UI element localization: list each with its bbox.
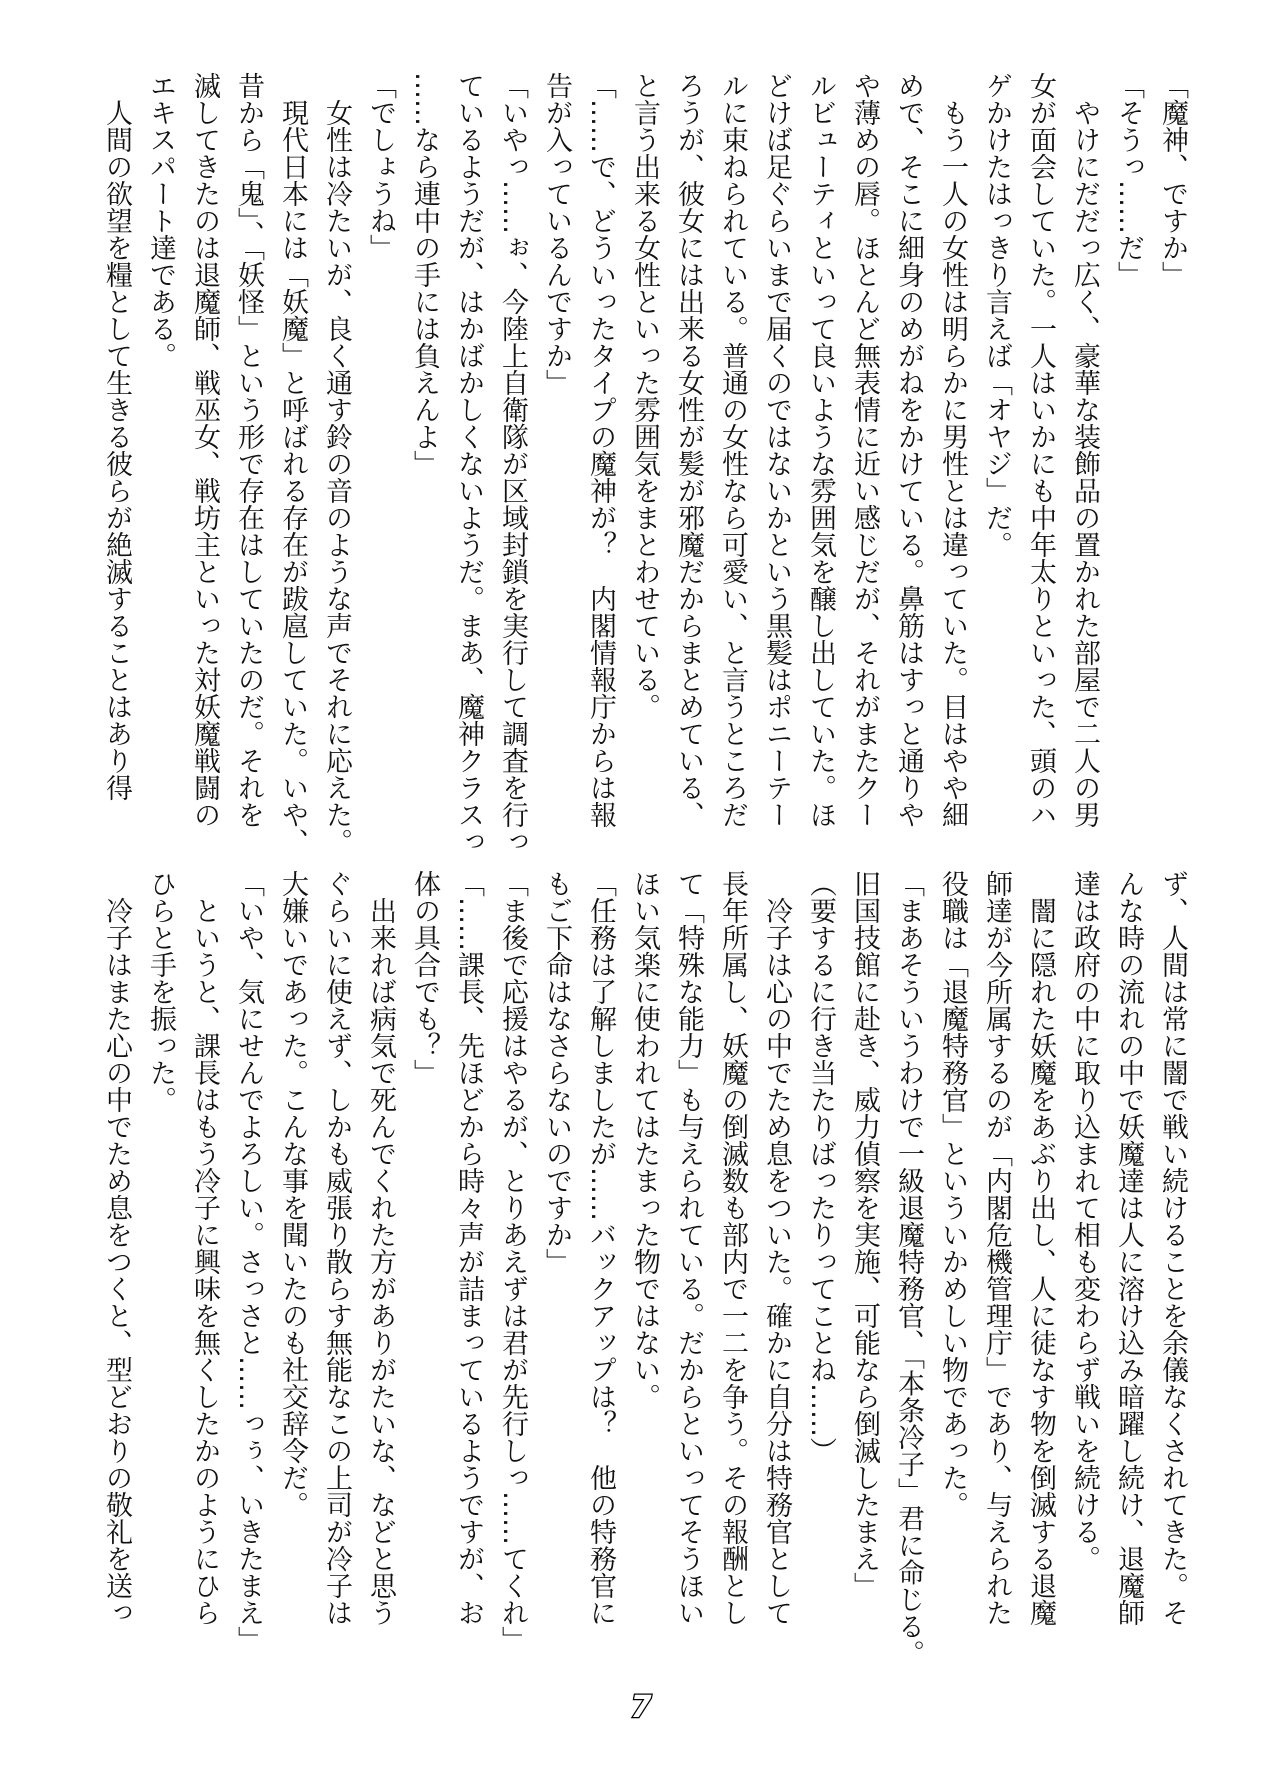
- text-column: ぐらいに使えず、しかも威張り散らす無能なこの上司が冷子は: [321, 870, 352, 1626]
- text-column: ているようだが、はかばかしくないようだ。まあ、魔神クラスっ: [453, 72, 484, 855]
- text-column: 闇に隠れた妖魔をあぶり出し、人に徒なす物を倒滅する退魔: [1025, 870, 1056, 1626]
- text-column: て「特殊な能力」も与えられている。だからといってそうほい: [673, 870, 704, 1626]
- text-column: ろうが、彼女には出来る女性が髪が邪魔だからまとめている、: [673, 72, 704, 828]
- text-column: 役職は「退魔特務官」といういかめしい物であった。: [937, 870, 968, 1518]
- text-column: 「でしょうね」: [365, 72, 396, 261]
- text-column: 冷子はまた心の中でため息をつくと、型どおりの敬礼を送っ: [101, 870, 132, 1626]
- text-column: 女性は冷たいが、良く通す鈴の音のような声でそれに応えた。: [321, 72, 352, 855]
- text-column: 「任務は了解しましたが……バックアップは？ 他の特務官に: [585, 870, 616, 1626]
- text-column: 出来れば病気で死んでくれた方がありがたいな、などと思う: [365, 870, 396, 1626]
- text-column: めで、そこに細身のめがねをかけている。鼻筋はすっと通りや: [893, 72, 924, 828]
- text-column: ず、人間は常に闇で戦い続けることを余儀なくされてきた。そ: [1157, 870, 1188, 1626]
- text-block-bottom: [94, 870, 1194, 1667]
- text-column: 長年所属し、妖魔の倒滅数も部内で一二を争う。その報酬とし: [717, 870, 748, 1626]
- text-column: 「そうっ……だ」: [1113, 72, 1144, 288]
- text-column: 「魔神、ですか」: [1157, 72, 1188, 288]
- text-column: 体の具合でも？」: [409, 870, 440, 1086]
- text-column: ほい気楽に使われてはたまった物ではない。: [629, 870, 660, 1410]
- text-column: 達は政府の中に取り込まれて相も変わらず戦いを続ける。: [1069, 870, 1100, 1572]
- text-column: や薄めの唇。ほとんど無表情に近い感じだが、それがまたクー: [849, 72, 880, 828]
- text-column: ゲかけたはっきり言えば「オヤジ」だ。: [981, 72, 1012, 558]
- text-column: 「ま後で応援はやるが、とりあえずは君が先行しっ……てくれ」: [497, 870, 528, 1653]
- text-column: 「いや、気にせんでよろしい。さっさと……っぅ、いきたまえ」: [233, 870, 264, 1653]
- text-column: ……なら連中の手には負えんよ」: [409, 72, 440, 477]
- text-column: 「……で、どういったタイプの魔神が？ 内閣情報庁からは報: [585, 72, 616, 828]
- text-column: ひらと手を振った。: [145, 870, 176, 1113]
- text-block-top: [94, 72, 1194, 855]
- text-column: んな時の流れの中で妖魔達は人に溶け込み暗躍し続け、退魔師: [1113, 870, 1144, 1626]
- page-number: 7: [630, 1690, 652, 1725]
- text-column: 告が入っているんですか」: [541, 72, 572, 396]
- text-column: どけば足ぐらいまで届くのではないかという黒髪はポニーテー: [761, 72, 792, 828]
- text-column: 「いやっ……ぉ、今陸上自衛隊が区域封鎖を実行して調査を行っ: [497, 72, 528, 855]
- text-column: と言う出来る女性といった雰囲気をまとわせている。: [629, 72, 660, 720]
- text-column: 「まあそういうわけで一級退魔特務官、「本条冷子」君に命じる。: [893, 870, 924, 1667]
- text-column: ルに束ねられている。普通の女性なら可愛い、と言うところだ: [717, 72, 748, 828]
- text-column: （要するに行き当たりばったりってことね……）: [805, 870, 836, 1464]
- text-column: 人間の欲望を糧として生きる彼らが絶滅することはあり得: [101, 72, 132, 801]
- text-column: 「……課長、先ほどから時々声が詰まっているようですが、お: [453, 870, 484, 1626]
- text-column: 滅してきたのは退魔師、戦巫女、戦坊主といった対妖魔戦闘の: [189, 72, 220, 828]
- text-column: というと、課長はもう冷子に興味を無くしたかのようにひら: [189, 870, 220, 1626]
- text-column: 現代日本には「妖魔」と呼ばれる存在が跋扈していた。いや、: [277, 72, 308, 855]
- text-column: 冷子は心の中でため息をついた。確かに自分は特務官として: [761, 870, 792, 1626]
- text-column: 昔から「鬼」、「妖怪」という形で存在はしていたのだ。それを: [233, 72, 264, 828]
- text-column: 旧国技館に赴き、威力偵察を実施、可能なら倒滅したまえ」: [849, 870, 880, 1599]
- text-column: もご下命はなさらないのですか」: [541, 870, 572, 1275]
- text-column: エキスパート達である。: [145, 72, 176, 369]
- text-column: やけにだだっ広く、豪華な装飾品の置かれた部屋で二人の男: [1069, 72, 1100, 828]
- text-column: 女が面会していた。一人はいかにも中年太りといった、頭のハ: [1025, 72, 1056, 828]
- text-column: 大嫌いであった。こんな事を聞いたのも社交辞令だ。: [277, 870, 308, 1518]
- text-column: ルビューティといって良いような雰囲気を醸し出していた。ほ: [805, 72, 836, 828]
- text-column: もう一人の女性は明らかに男性とは違っていた。目はやや細: [937, 72, 968, 828]
- text-column: 師達が今所属するのが「内閣危機管理庁」であり、与えられた: [981, 870, 1012, 1626]
